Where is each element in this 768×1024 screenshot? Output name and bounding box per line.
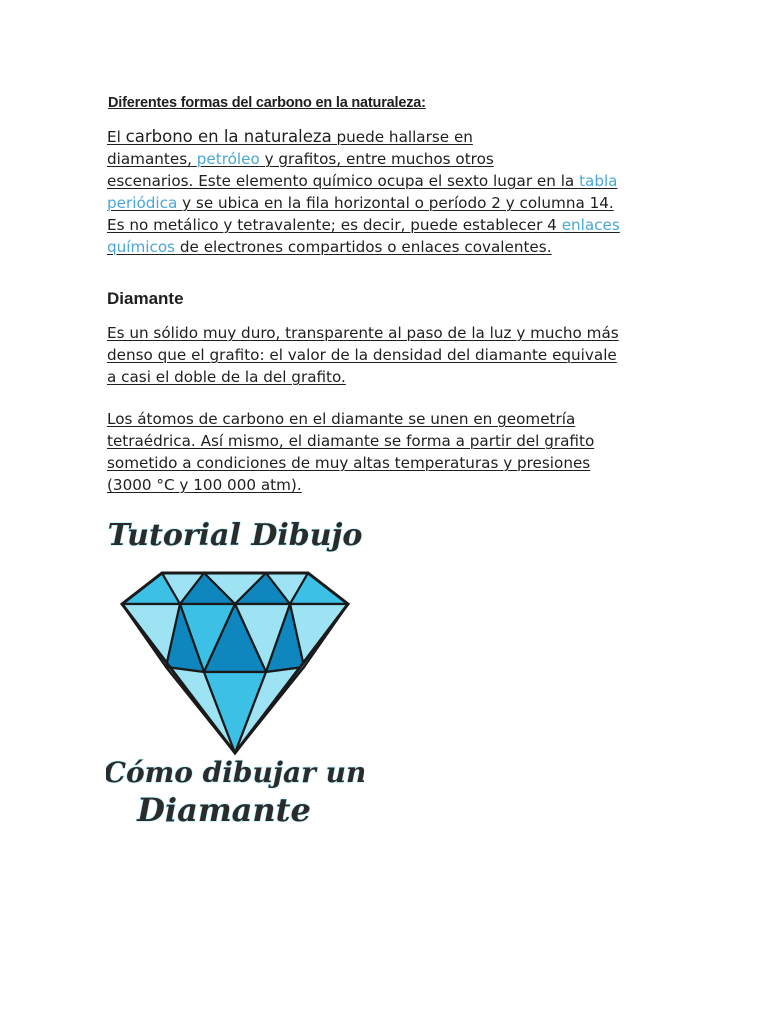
section-title-diamante: Diamante [107, 289, 184, 308]
link-enlaces-quimicos-cont[interactable]: químicos [107, 238, 176, 256]
image-bottom-caption-1: Cómo dibujar un [106, 756, 364, 789]
image-bottom-caption-2: Diamante [137, 791, 311, 829]
intro-text: puede hallarse en [331, 128, 473, 146]
page-heading: Diferentes formas del carbono en la naturaleza: [108, 95, 426, 111]
link-petroleo[interactable]: petróleo [196, 150, 260, 168]
link-tabla-periodica-cont[interactable]: periódica [107, 194, 178, 212]
intro-line-5 [107, 214, 667, 236]
link-tabla-periodica[interactable]: tabla [579, 172, 618, 190]
intro-text: diamantes, [107, 150, 197, 168]
diamond-illustration [106, 507, 364, 833]
intro-line-1 [107, 126, 667, 148]
diamond-tutorial-image [106, 507, 364, 833]
intro-line-6 [107, 236, 667, 258]
image-top-caption: Tutorial Dibujo [107, 518, 363, 553]
intro-text: y grafitos, entre muchos otros [259, 150, 494, 168]
para2-line-1: Es un sólido muy duro, transparente al paso de la luz y mucho más [107, 324, 619, 342]
intro-paragraph [107, 126, 667, 258]
para3-line-2: tetraédrica. Así mismo, el diamante se forma a partir del grafito [107, 432, 595, 450]
intro-text: escenarios. Este elemento químico ocupa el sexto lugar en la [107, 172, 580, 190]
intro-line-4 [107, 192, 667, 214]
intro-emphasis: carbono en la naturaleza [125, 127, 332, 146]
para2-line-2: denso que el grafito: el valor de la densidad del diamante equivale [107, 346, 617, 364]
diamante-paragraph-1 [107, 322, 667, 388]
diamante-paragraph-2 [107, 408, 667, 496]
link-enlaces-quimicos[interactable]: enlaces [561, 216, 620, 234]
intro-text: de electrones compartidos o enlaces covalentes. [175, 238, 552, 256]
para3-line-1: Los átomos de carbono en el diamante se unen en geometría [107, 410, 576, 428]
para3-line-4: (3000 °C y 100 000 atm). [107, 476, 302, 494]
intro-text: El [107, 128, 126, 146]
intro-line-3 [107, 170, 667, 192]
intro-text: Es no metálico y tetravalente; es decir, puede establecer 4 [107, 216, 562, 234]
para2-line-3: a casi el doble de la del grafito. [107, 368, 346, 386]
intro-text: y se ubica en la fila horizontal o período 2 y columna 14. [177, 194, 614, 212]
para3-line-3: sometido a condiciones de muy altas temperaturas y presiones [107, 454, 591, 472]
intro-line-2 [107, 148, 667, 170]
